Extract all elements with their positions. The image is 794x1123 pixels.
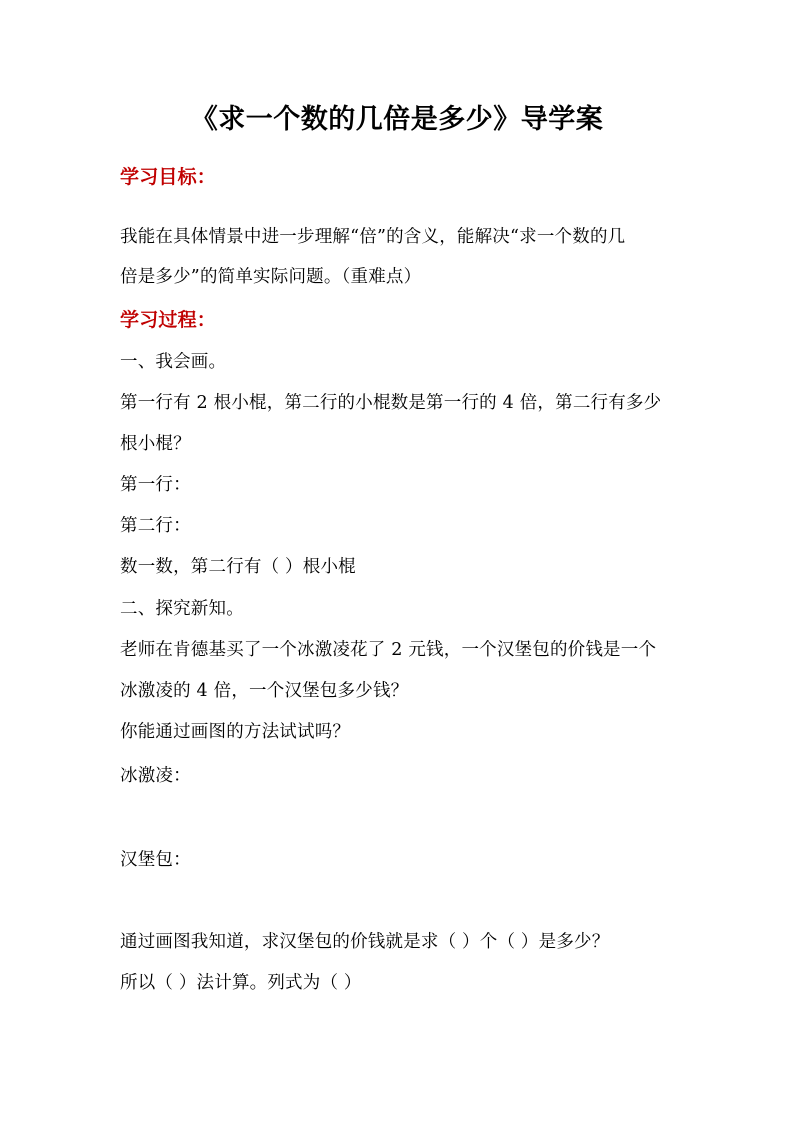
- part1-heading: 一、我会画。: [120, 352, 227, 372]
- row2-label: 第二行：: [120, 516, 191, 536]
- objectives-heading: 学习目标：: [120, 166, 217, 188]
- count-line: 数一数，第二行有（ ）根小棍: [120, 557, 356, 577]
- part2-question-line-2: 冰激凌的 4 倍，一个汉堡包多少钱？: [120, 681, 409, 701]
- process-heading: 学习过程：: [120, 309, 217, 331]
- part2-question-line-1: 老师在肯德基买了一个冰激凌花了 2 元钱，一个汉堡包的价钱是一个: [120, 640, 657, 660]
- document-title: 《求一个数的几倍是多少》导学案: [190, 104, 604, 135]
- conclusion-line-1: 通过画图我知道，求汉堡包的价钱就是求（ ）个（ ）是多少？: [120, 932, 610, 952]
- row1-label: 第一行：: [120, 475, 191, 495]
- part1-question-line-2: 根小棍？: [120, 434, 191, 454]
- icecream-label: 冰激凌：: [120, 766, 191, 786]
- part1-question-line-1: 第一行有 2 根小棍，第二行的小棍数是第一行的 4 倍，第二行有多少: [120, 393, 662, 413]
- hamburger-label: 汉堡包：: [120, 850, 191, 870]
- part2-heading: 二、探究新知。: [120, 599, 244, 619]
- conclusion-line-2: 所以（ ）法计算。列式为（ ）: [120, 973, 362, 993]
- objectives-text-line-1: 我能在具体情景中进一步理解“倍”的含义，能解决“求一个数的几: [120, 227, 626, 247]
- drawing-prompt: 你能通过画图的方法试试吗？: [120, 722, 351, 742]
- objectives-text-line-2: 倍是多少”的简单实际问题。（重难点）: [120, 267, 422, 287]
